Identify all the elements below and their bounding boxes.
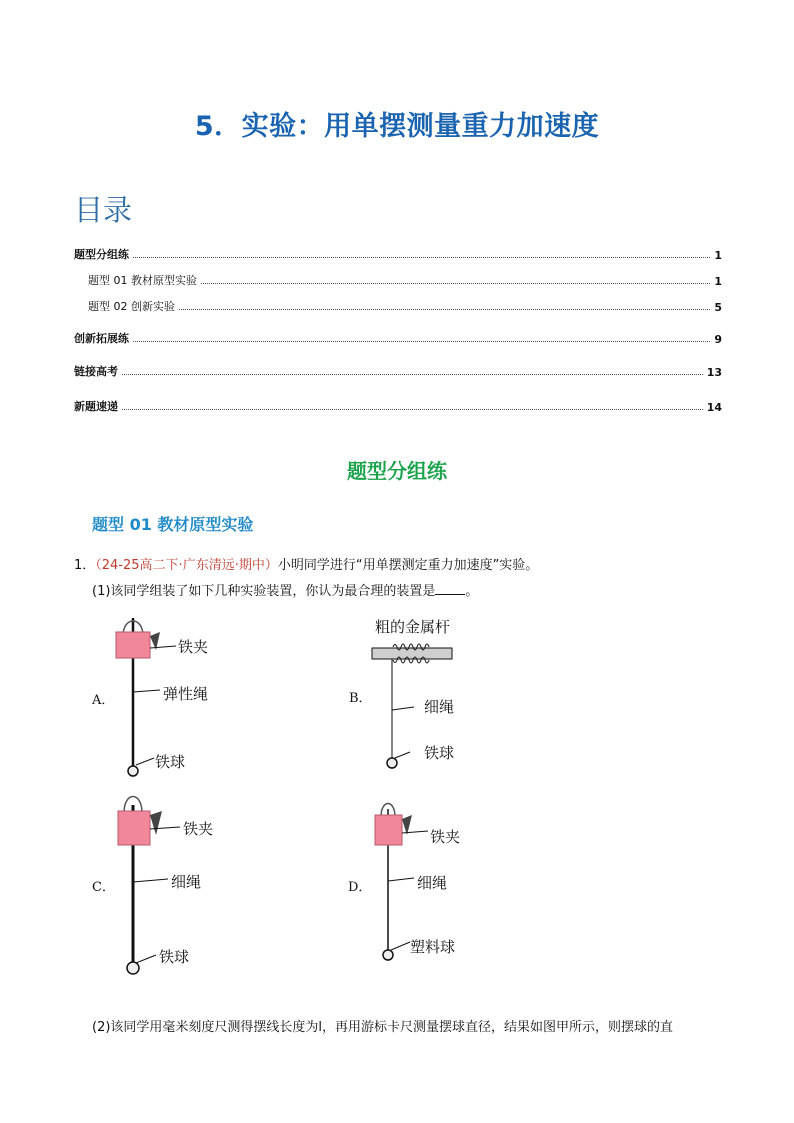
option-b-letter: B． (349, 691, 372, 706)
option-d-letter: D． (348, 880, 372, 895)
toc-leader (122, 373, 703, 375)
subsection-heading: 题型 01 教材原型实验 (92, 515, 254, 534)
iron-clip (116, 632, 150, 658)
toc-leader (179, 308, 710, 310)
option-a-string-label: 弹性绳 (163, 685, 209, 703)
toc-entry[interactable] (88, 296, 722, 314)
answer-blank[interactable] (435, 594, 465, 595)
toc-entry[interactable] (74, 244, 722, 262)
option-a-letter: A． (92, 693, 115, 708)
clip-lever (150, 811, 162, 835)
toc-entry-label: 新题速递 (74, 400, 118, 413)
option-d-string-label: 细绳 (417, 874, 448, 892)
question-stem (74, 554, 538, 573)
section-heading: 题型分组练 (347, 459, 447, 483)
toc-entry-page: 5 (714, 301, 722, 314)
toc-entry-label: 链接高考 (74, 365, 118, 378)
toc-entry-label: 题型分组练 (74, 248, 129, 261)
option-c-letter: C． (92, 880, 115, 895)
question-source: （24-25高二下·广东清远·期中） (95, 558, 278, 573)
option-b-rod-label: 粗的金属杆 (375, 618, 451, 636)
toc-entry[interactable] (74, 396, 722, 414)
page-title: 5．实验：用单摆测量重力加速度 (194, 111, 600, 142)
toc-entry-page: 1 (714, 249, 722, 262)
metal-rod (372, 648, 452, 659)
toc-entry-page: 14 (706, 401, 722, 414)
question-part-1: (1)该同学组装了如下几种实验装置，你认为最合理的装置是 。 (92, 584, 479, 599)
option-d-ball-label: 塑料球 (410, 938, 456, 956)
iron-ball (127, 962, 139, 974)
iron-ball (128, 766, 138, 776)
toc-leader (122, 408, 703, 410)
toc-leader (133, 340, 710, 342)
iron-clip (375, 815, 402, 845)
toc-entry[interactable] (88, 270, 722, 288)
toc-heading: 目录 (74, 193, 133, 227)
option-a-ball-label: 铁球 (155, 753, 186, 771)
iron-ball (387, 758, 397, 768)
plastic-ball (383, 950, 393, 960)
iron-clip (118, 811, 150, 845)
option-d-clip-label: 铁夹 (430, 828, 461, 846)
toc-entry[interactable] (74, 328, 722, 346)
option-c-string-label: 细绳 (171, 873, 202, 891)
toc-entry-label: 题型 02 创新实验 (88, 300, 175, 313)
toc-leader (133, 256, 710, 258)
question-number: 1． (74, 558, 96, 573)
toc-entry-label: 题型 01 教材原型实验 (88, 274, 197, 287)
toc-entry-page: 9 (714, 333, 722, 346)
option-b-diagram[interactable] (360, 630, 480, 780)
option-c-ball-label: 铁球 (159, 948, 190, 966)
toc-entry[interactable] (74, 361, 722, 379)
option-b-string-label: 细绳 (424, 698, 455, 716)
toc-entry-page: 13 (706, 366, 722, 379)
toc-leader (201, 282, 710, 284)
question-part-2: (2)该同学用毫米刻度尺测得摆线长度为l，再用游标卡尺测量摆球直径，结果如图甲所示，则摆球的直 (92, 1020, 674, 1035)
option-b-ball-label: 铁球 (424, 744, 455, 762)
toc-entry-page: 1 (714, 275, 722, 288)
question-text: 小明同学进行“用单摆测定重力加速度”实验。 (277, 558, 539, 573)
option-c-clip-label: 铁夹 (183, 820, 214, 838)
toc-entry-label: 创新拓展练 (74, 332, 129, 345)
option-a-clip-label: 铁夹 (178, 638, 209, 656)
